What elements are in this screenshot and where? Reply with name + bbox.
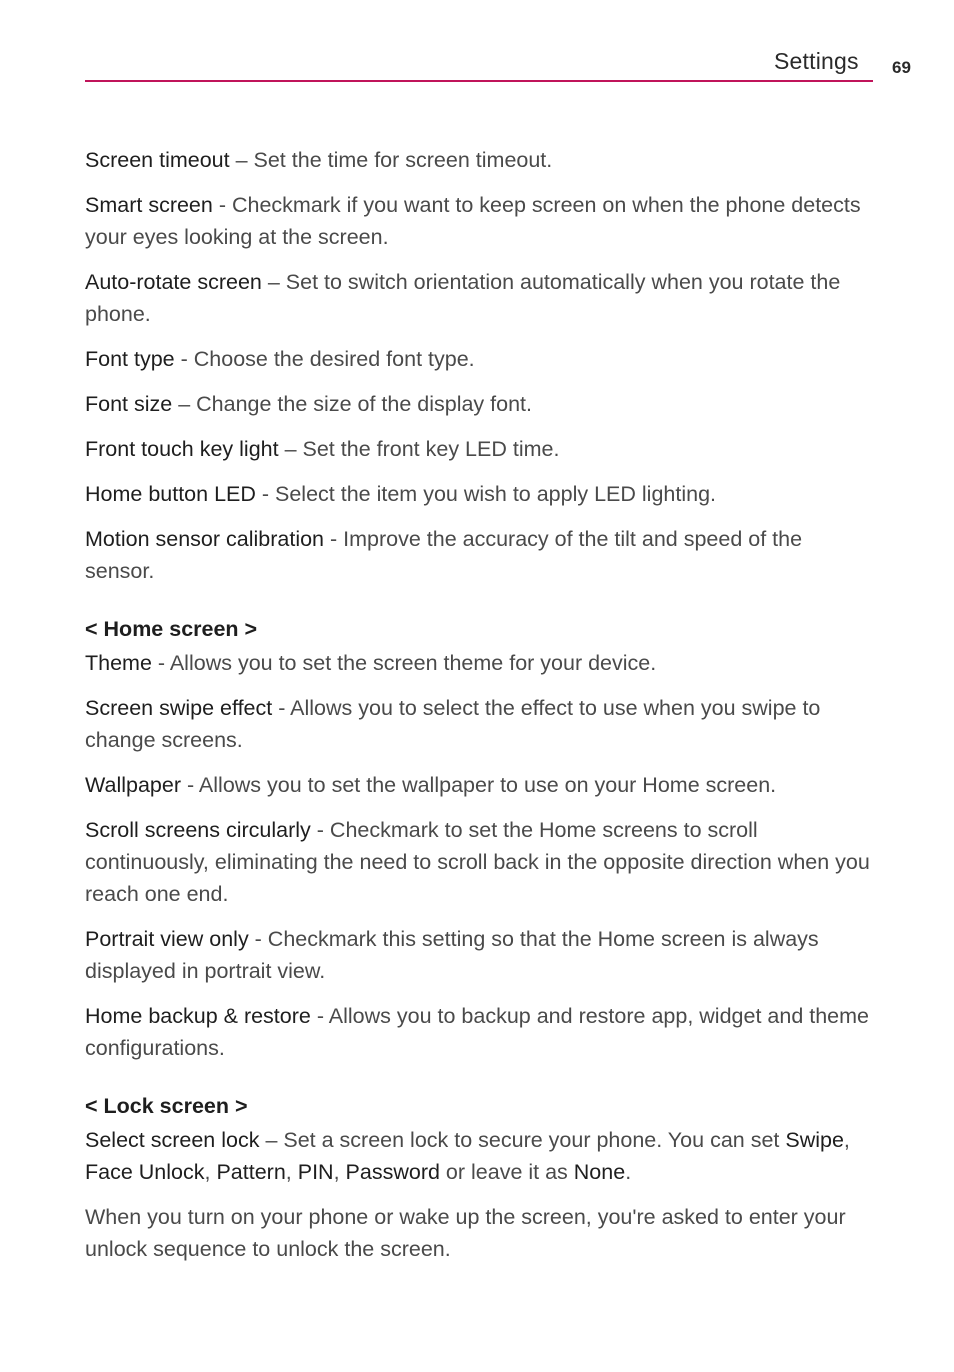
entry-term: Motion sensor calibration <box>85 527 325 551</box>
entry-desc: - Allows you to set the wallpaper to use on your Home screen. <box>181 773 777 797</box>
entry-desc: . <box>625 1160 632 1184</box>
separator: , <box>333 1160 346 1184</box>
entry-term: Wallpaper <box>85 773 181 797</box>
lock-option-none: None <box>573 1160 626 1184</box>
entry-theme <box>85 647 875 679</box>
lock-screen-heading: < Lock screen > <box>85 1094 248 1118</box>
entry-home-button-led <box>85 478 875 510</box>
entry-desc: - Allows you to set the screen theme for your device. <box>151 651 657 675</box>
entry-term: Scroll screens circularly <box>85 818 311 842</box>
home-screen-heading: < Home screen > <box>85 617 258 641</box>
lock-option-face-unlock: Face Unlock <box>85 1160 205 1184</box>
entry-desc: - Checkmark to set the Home screens to scroll continuously, eliminating the need to scroll back in the opposite direction when you reach one end. <box>85 818 870 906</box>
section-title: Settings <box>774 48 859 74</box>
entry-desc: – Set the front key LED time. <box>278 437 560 461</box>
entry-desc: – Change the size of the display font. <box>172 392 532 416</box>
entry-term: Theme <box>85 651 152 675</box>
entry-desc: - Checkmark this setting so that the Home screen is always displayed in portrait view. <box>85 927 819 983</box>
entry-term: Font type <box>85 347 175 371</box>
entry-desc: - Improve the accuracy of the tilt and speed of the sensor. <box>85 527 803 583</box>
lock-option-swipe: Swipe <box>785 1128 844 1152</box>
entry-term: Auto-rotate screen <box>85 270 262 294</box>
entry-term: Home backup & restore <box>85 1004 311 1028</box>
entry-term: Font size <box>85 392 173 416</box>
entry-desc: – Set a screen lock to secure your phone. You can set <box>259 1128 786 1152</box>
entry-auto-rotate <box>85 266 875 330</box>
entry-desc: - Allows you to backup and restore app, widget and theme configurations. <box>85 1004 869 1060</box>
entry-term: Select screen lock <box>85 1128 260 1152</box>
entry-term: Portrait view only <box>85 927 249 951</box>
entry-term: Screen swipe effect <box>85 696 273 720</box>
entry-term: Screen timeout <box>85 148 230 172</box>
lock-screen-note: When you turn on your phone or wake up the screen, you're asked to enter your unlock sequence to unlock the screen. <box>85 1205 846 1261</box>
entry-term: Smart screen <box>85 193 213 217</box>
entry-desc: – Set the time for screen timeout. <box>229 148 553 172</box>
entry-wallpaper <box>85 769 875 801</box>
page-number: 69 <box>892 58 911 77</box>
entry-screen-timeout <box>85 144 875 176</box>
entry-desc: - Select the item you wish to apply LED lighting. <box>255 482 716 506</box>
entry-term: Home button LED <box>85 482 256 506</box>
separator: , <box>285 1160 298 1184</box>
lock-option-password: Password <box>345 1160 440 1184</box>
separator: , <box>843 1128 850 1152</box>
entry-select-screen-lock <box>85 1124 875 1188</box>
entry-smart-screen <box>85 189 875 253</box>
header-divider <box>85 80 873 82</box>
entry-desc: or leave it as <box>439 1160 574 1184</box>
entry-portrait-view-only <box>85 923 875 987</box>
entry-desc: – Set to switch orientation automatically when you rotate the phone. <box>85 270 841 326</box>
entry-desc: - Choose the desired font type. <box>174 347 475 371</box>
lock-option-pin: PIN <box>297 1160 334 1184</box>
settings-content <box>85 144 875 1278</box>
entry-font-type <box>85 343 875 375</box>
separator: , <box>204 1160 217 1184</box>
entry-motion-sensor <box>85 523 875 587</box>
entry-term: Front touch key light <box>85 437 279 461</box>
entry-scroll-circularly <box>85 814 875 910</box>
lock-option-pattern: Pattern <box>216 1160 286 1184</box>
entry-desc: - Checkmark if you want to keep screen on when the phone detects your eyes looking at the screen. <box>85 193 861 249</box>
entry-screen-swipe-effect <box>85 692 875 756</box>
entry-front-touch-key-light <box>85 433 875 465</box>
entry-home-backup-restore <box>85 1000 875 1064</box>
entry-font-size <box>85 388 875 420</box>
entry-desc: - Allows you to select the effect to use when you swipe to change screens. <box>85 696 821 752</box>
